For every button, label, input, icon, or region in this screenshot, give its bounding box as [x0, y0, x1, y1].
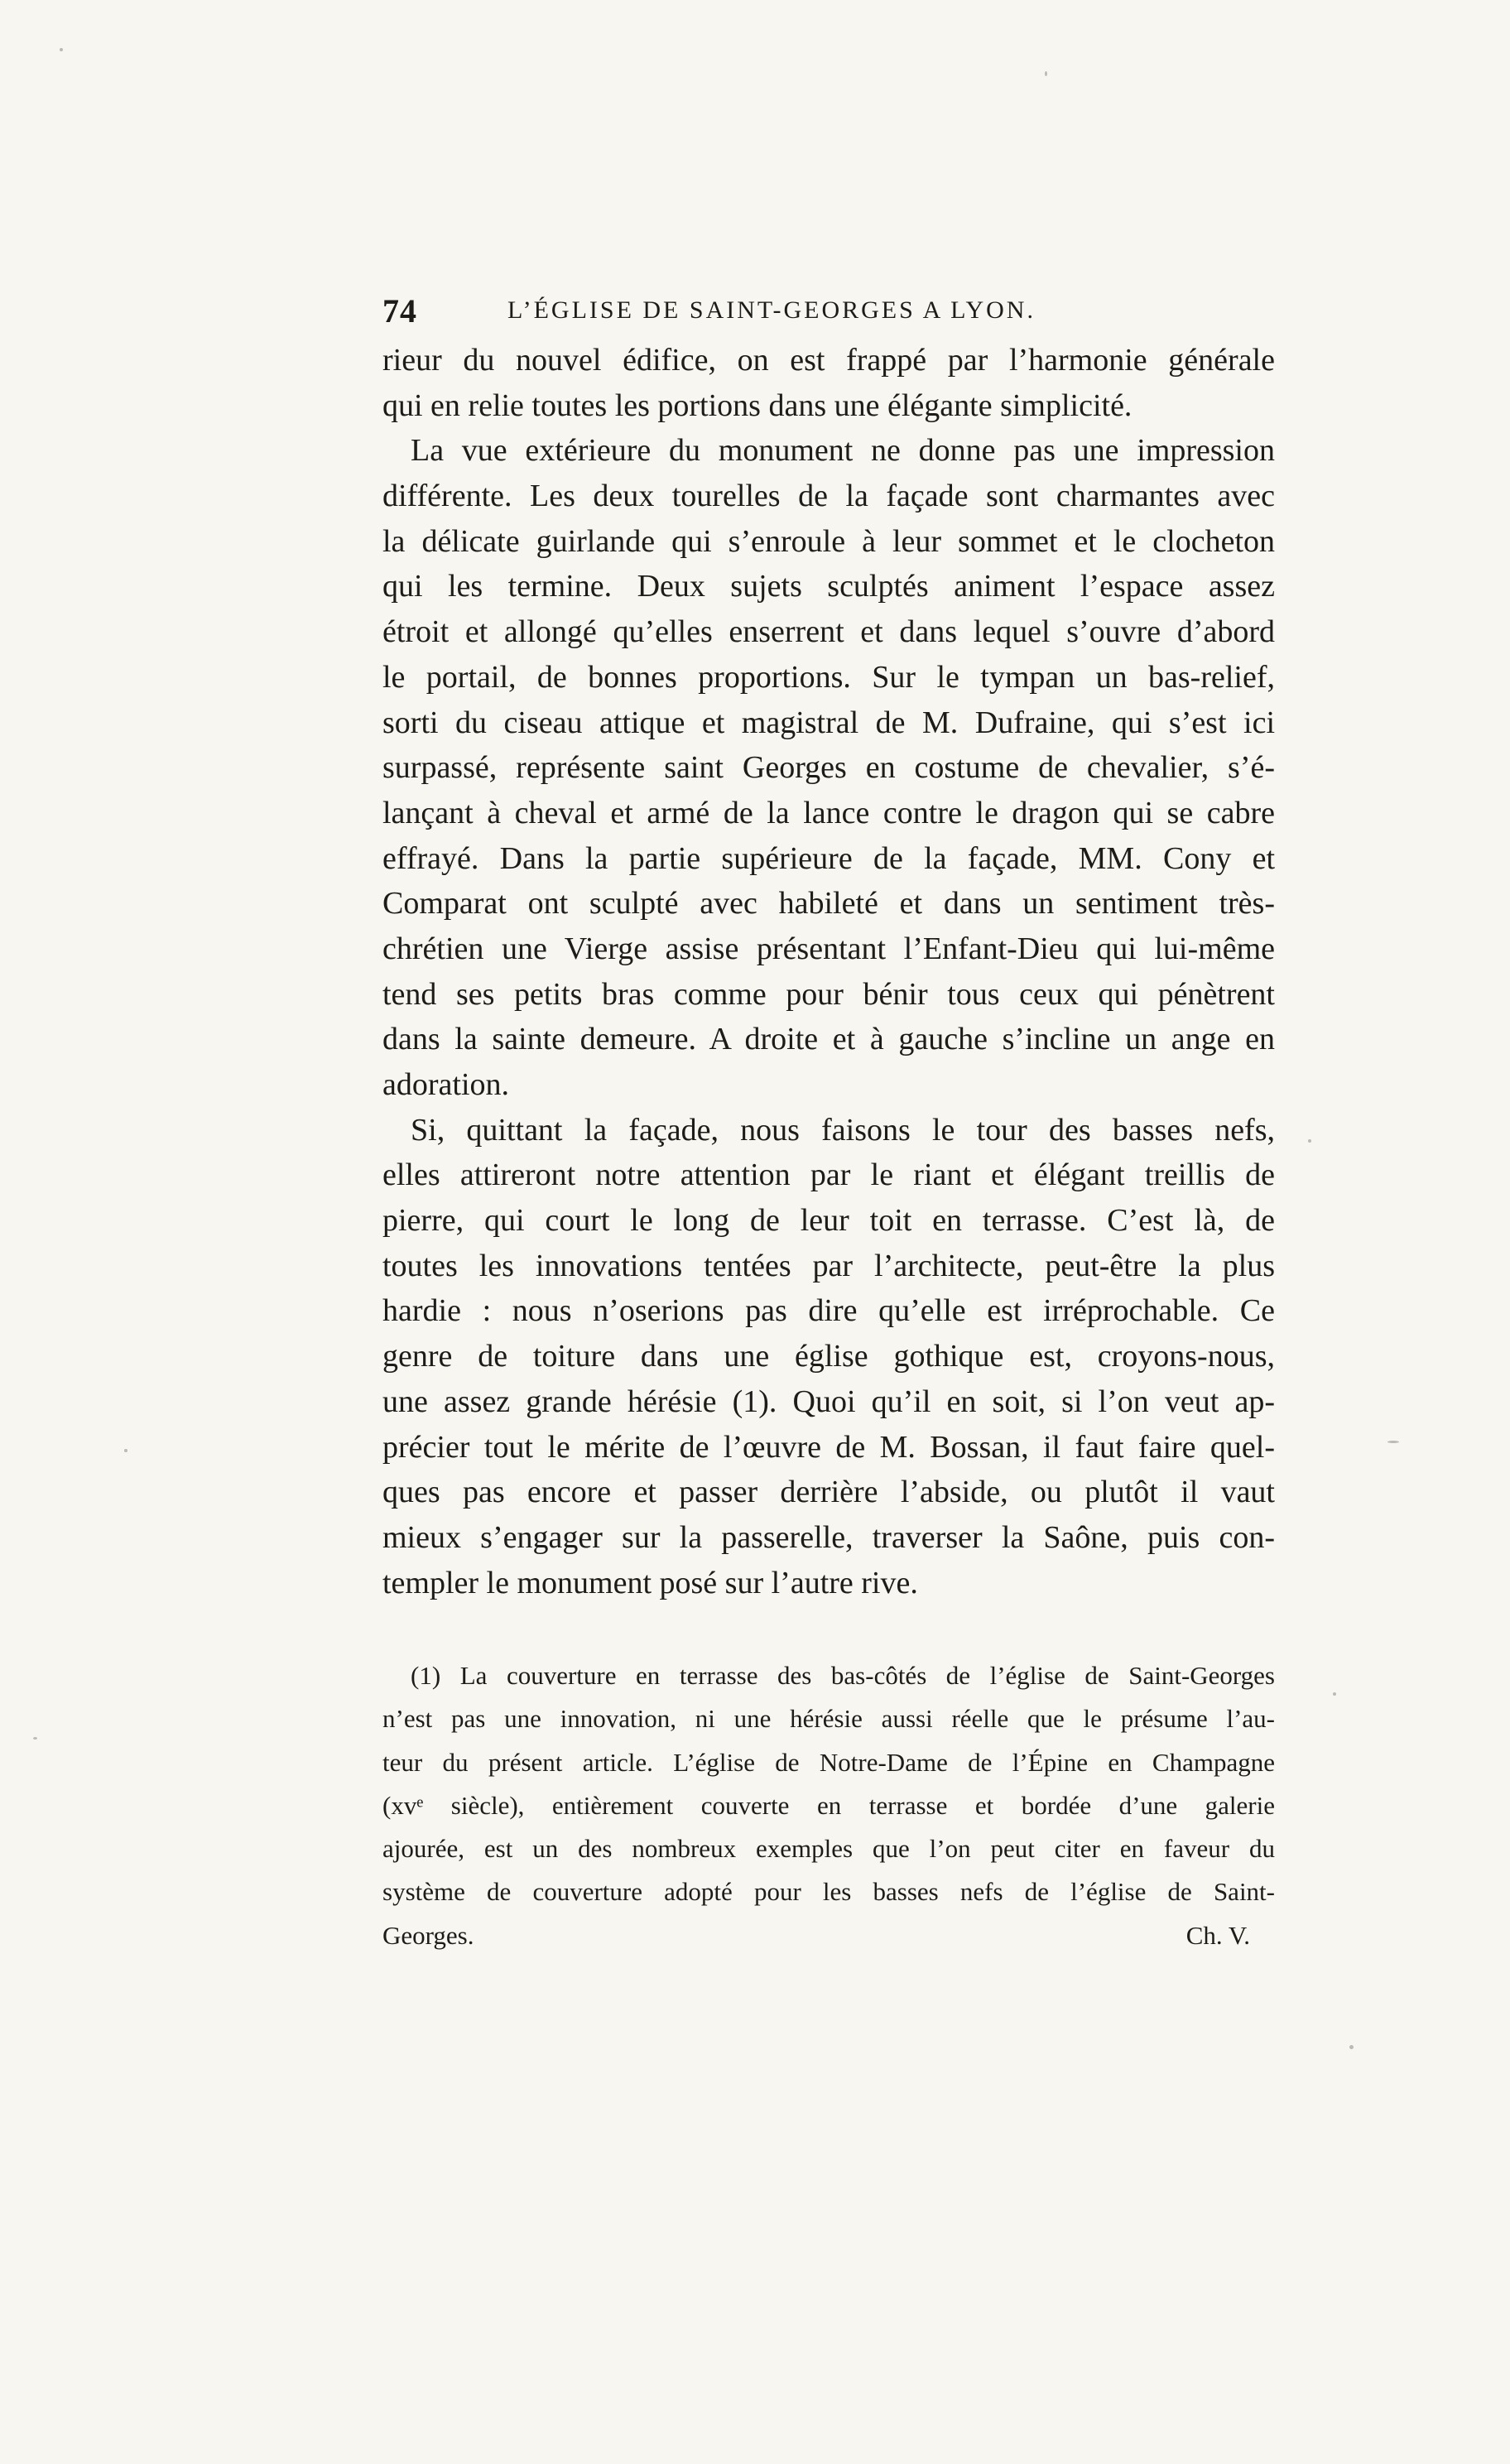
text-line: chrétien une Vierge assise présentant l’Enfant-Dieu qui lui-même [382, 931, 1275, 966]
footnote-line: ajourée, est un des nombreux exemples que l’on peut citer en faveur du [382, 1834, 1275, 1864]
page-number: 74 [382, 292, 417, 330]
text-line: rieur du nouvel édifice, on est frappé par l’harmonie générale [382, 343, 1275, 378]
body-text [382, 338, 1275, 1605]
paper-speck [1387, 1441, 1399, 1443]
text-line: templer le monument posé sur l’autre rive. [382, 1565, 918, 1600]
text-line: une assez grande hérésie (1). Quoi qu’il en soit, si l’on veut ap- [382, 1384, 1275, 1419]
footnote-line: Georges. [382, 1920, 474, 1950]
text-line: différente. Les deux tourelles de la façade sont charmantes avec [382, 479, 1275, 514]
page-header [382, 291, 1080, 333]
text-line: précier tout le mérite de l’œuvre de M. Bossan, il faut faire quel- [382, 1429, 1275, 1465]
text-line: pierre, qui court le long de leur toit en terrasse. C’est là, de [382, 1203, 1275, 1239]
paper-speck [1308, 1139, 1311, 1143]
footnote-line: (1) La couverture en terrasse des bas-côtés de l’église de Saint-Georges [411, 1661, 1275, 1690]
text-line: étroit et allongé qu’elles enserrent et dans lequel s’ouvre d’abord [382, 614, 1275, 650]
footnote-line: n’est pas une innovation, ni une hérésie aussi réelle que le présume l’au- [382, 1704, 1275, 1734]
text-line: toutes les innovations tentées par l’architecte, peut-être la plus [382, 1248, 1275, 1283]
text-line: Si, quittant la façade, nous faisons le tour des basses nefs, [411, 1112, 1275, 1148]
running-title: L’ÉGLISE DE SAINT-GEORGES A LYON. [507, 296, 1036, 324]
text-line: surpassé, représente saint Georges en costume de chevalier, s’é- [382, 750, 1275, 786]
paper-speck [1349, 2045, 1354, 2049]
text-line: elles attireront notre attention par le riant et élégant treillis de [382, 1157, 1275, 1193]
text-line: adoration. [382, 1067, 510, 1102]
paper-speck [124, 1449, 127, 1452]
footnote-signature: Ch. V. [1185, 1920, 1250, 1950]
text-line: qui en relie toutes les portions dans une élégante simplicité. [382, 387, 1132, 423]
paper-speck [60, 48, 63, 51]
text-line: qui les termine. Deux sujets sculptés animent l’espace assez [382, 569, 1275, 604]
text-line: le portail, de bonnes proportions. Sur le tympan un bas-relief, [382, 659, 1275, 695]
text-line: effrayé. Dans la partie supérieure de la façade, MM. Cony et [382, 840, 1275, 876]
text-line: genre de toiture dans une église gothique est, croyons-nous, [382, 1339, 1275, 1374]
paper-speck [1333, 1692, 1336, 1696]
paper-speck [1045, 71, 1047, 76]
text-line: Comparat ont sculpté avec habileté et dans un sentiment très- [382, 886, 1275, 922]
text-line: lançant à cheval et armé de la lance contre le dragon qui se cabre [382, 795, 1275, 830]
footnote-line: teur du présent article. L’église de Notre-Dame de l’Épine en Champagne [382, 1747, 1275, 1777]
text-line: ques pas encore et passer derrière l’abside, ou plutôt il vaut [382, 1475, 1275, 1510]
text-line: mieux s’engager sur la passerelle, traverser la Saône, puis con- [382, 1519, 1275, 1555]
text-line: tend ses petits bras comme pour bénir tous ceux qui pénètrent [382, 976, 1275, 1012]
footnote [382, 1654, 1275, 1957]
footnote-line: système de couverture adopté pour les basses nefs de l’église de Saint- [382, 1877, 1275, 1907]
text-line: sorti du ciseau attique et magistral de M. Dufraine, qui s’est ici [382, 705, 1275, 740]
text-line: hardie : nous n’oserions pas dire qu’elle est irréprochable. Ce [382, 1293, 1275, 1329]
text-line: La vue extérieure du monument ne donne pas une impression [411, 433, 1275, 469]
footnote-line: (xvᵉ siècle), entièrement couverte en terrasse et bordée d’une galerie [382, 1790, 1275, 1820]
footnote-last-line [382, 1914, 1275, 1957]
text-line: la délicate guirlande qui s’enroule à leur sommet et le clocheton [382, 523, 1275, 559]
paper-speck [33, 1737, 37, 1740]
text-line: dans la sainte demeure. A droite et à gauche s’incline un ange en [382, 1022, 1275, 1057]
